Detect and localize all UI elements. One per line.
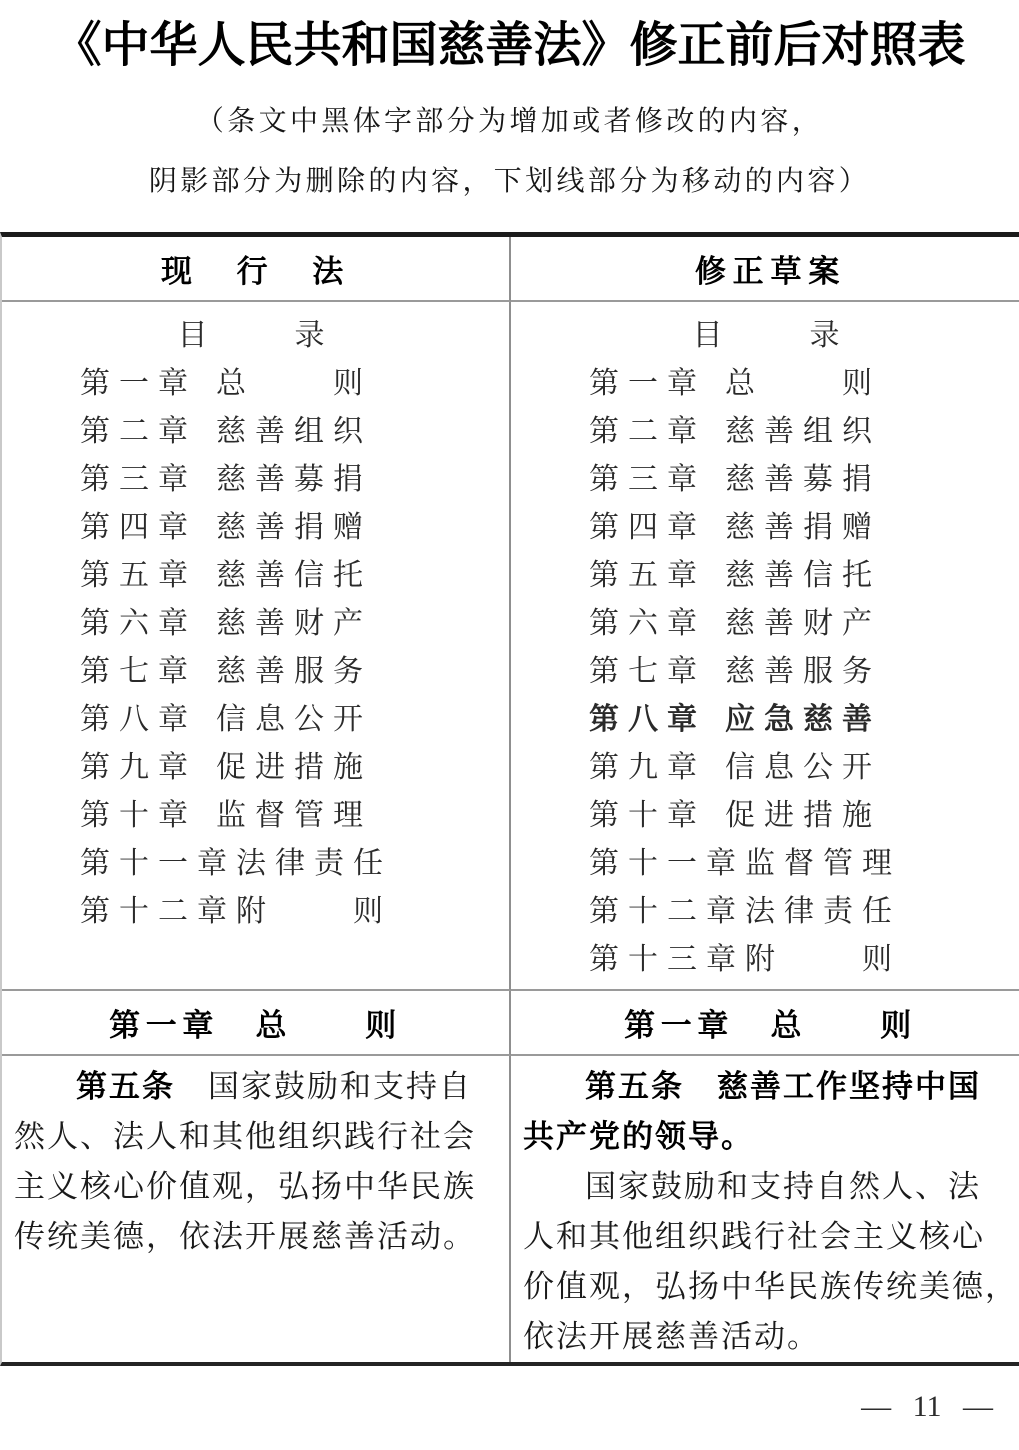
page-title: 《中华人民共和国慈善法》修正前后对照表 — [53, 19, 966, 72]
toc-row — [511, 408, 1019, 456]
toc-chapter: 第二章 — [80, 415, 197, 448]
toc-chapter-title: 法律责任 — [745, 895, 901, 928]
toc-chapter-title: 慈善捐赠 — [216, 511, 372, 544]
toc-row — [2, 408, 509, 456]
article-line: 然人、法人和其他组织践行社会 — [14, 1119, 476, 1154]
article-line: 传统美德，依法开展慈善活动。 — [14, 1219, 476, 1254]
toc-row-new-chapter — [511, 696, 1019, 744]
toc-row — [511, 888, 1019, 936]
toc-chapter: 第五章 — [589, 559, 706, 592]
toc-row — [2, 552, 509, 600]
toc-row — [511, 360, 1019, 408]
toc-chapter: 第二章 — [589, 415, 706, 448]
toc-row — [2, 792, 509, 840]
toc-chapter: 第八章 — [80, 703, 197, 736]
article-current-law — [2, 1056, 511, 1362]
toc-chapter: 第八章 — [589, 703, 706, 736]
article-line: 国家鼓励和支持自然人、法 — [585, 1169, 981, 1204]
toc-chapter: 第十一章 — [80, 847, 236, 880]
toc-row — [511, 504, 1019, 552]
toc-chapter-title: 应急慈善 — [725, 703, 881, 736]
toc-row — [2, 696, 509, 744]
toc-amendment-draft — [511, 302, 1019, 991]
toc-row — [2, 888, 509, 936]
toc-chapter-title: 慈善信托 — [725, 559, 881, 592]
toc-chapter-title: 慈善组织 — [216, 415, 372, 448]
toc-row — [511, 600, 1019, 648]
toc-row — [2, 648, 509, 696]
toc-chapter-title: 附 则 — [745, 943, 901, 976]
article-line: 价值观，弘扬中华民族传统美德， — [523, 1269, 1018, 1304]
toc-chapter: 第十章 — [80, 799, 197, 832]
toc-chapter: 第五章 — [80, 559, 197, 592]
toc-heading: 目 录 — [692, 319, 849, 352]
toc-chapter: 第六章 — [80, 607, 197, 640]
article-amendment-draft — [511, 1056, 1019, 1362]
toc-row — [2, 456, 509, 504]
subtitle-line-2: 阴影部分为删除的内容，下划线部分为移动的内容） — [148, 166, 871, 197]
toc-row — [511, 744, 1019, 792]
comparison-table — [0, 232, 1019, 1366]
toc-row — [2, 840, 509, 888]
article-line-bold: 共产党的领导。 — [523, 1119, 754, 1154]
toc-chapter-title: 信息公开 — [216, 703, 372, 736]
toc-chapter: 第一章 — [589, 367, 706, 400]
toc-chapter: 第四章 — [80, 511, 197, 544]
section-heading-amendment-draft: 第一章 总 则 — [511, 991, 1019, 1056]
toc-row — [511, 552, 1019, 600]
toc-chapter: 第九章 — [80, 751, 197, 784]
toc-chapter: 第十章 — [589, 799, 706, 832]
toc-chapter: 第十二章 — [589, 895, 745, 928]
toc-row — [511, 840, 1019, 888]
toc-chapter-title: 慈善募捐 — [216, 463, 372, 496]
toc-chapter: 第七章 — [80, 655, 197, 688]
toc-chapter: 第十一章 — [589, 847, 745, 880]
table-header-amendment-draft: 修正草案 — [511, 237, 1019, 302]
toc-chapter: 第七章 — [589, 655, 706, 688]
toc-chapter: 第十二章 — [80, 895, 236, 928]
toc-chapter-title: 慈善组织 — [725, 415, 881, 448]
toc-chapter: 第三章 — [589, 463, 706, 496]
toc-chapter-title: 总 则 — [216, 367, 372, 400]
article-line: 主义核心价值观，弘扬中华民族 — [14, 1169, 476, 1204]
toc-chapter-title: 慈善捐赠 — [725, 511, 881, 544]
article-term: 第五条 — [76, 1069, 175, 1104]
toc-row — [2, 504, 509, 552]
toc-chapter-title: 慈善财产 — [725, 607, 881, 640]
toc-chapter-title: 慈善募捐 — [725, 463, 881, 496]
page-number: — 11 — — [861, 1390, 993, 1423]
toc-row — [2, 744, 509, 792]
toc-chapter-title: 慈善服务 — [725, 655, 881, 688]
toc-chapter: 第四章 — [589, 511, 706, 544]
toc-chapter-title: 慈善服务 — [216, 655, 372, 688]
article-text: 国家鼓励和支持自 — [175, 1069, 472, 1104]
toc-current-law — [2, 302, 511, 991]
toc-chapter: 第六章 — [589, 607, 706, 640]
article-line: 人和其他组织践行社会主义核心 — [523, 1219, 985, 1254]
toc-chapter-title: 慈善信托 — [216, 559, 372, 592]
toc-chapter-title: 促进措施 — [216, 751, 372, 784]
toc-chapter: 第一章 — [80, 367, 197, 400]
toc-row — [511, 792, 1019, 840]
toc-chapter-title: 促进措施 — [725, 799, 881, 832]
article-line — [14, 1062, 497, 1112]
article-line: 依法开展慈善活动。 — [523, 1319, 820, 1354]
toc-chapter: 第九章 — [589, 751, 706, 784]
toc-chapter: 第十三章 — [589, 943, 745, 976]
toc-row — [2, 360, 509, 408]
toc-chapter-title: 信息公开 — [725, 751, 881, 784]
toc-chapter-title: 总 则 — [725, 367, 881, 400]
toc-chapter-title: 监督管理 — [216, 799, 372, 832]
toc-chapter-title: 慈善财产 — [216, 607, 372, 640]
toc-chapter-title: 法律责任 — [236, 847, 392, 880]
toc-chapter: 第三章 — [80, 463, 197, 496]
toc-row — [511, 936, 1019, 984]
toc-row — [511, 456, 1019, 504]
toc-row — [2, 600, 509, 648]
article-line-bold: 第五条 慈善工作坚持中国 — [585, 1069, 981, 1104]
subtitle-line-1: （条文中黑体字部分为增加或者修改的内容， — [195, 106, 824, 137]
toc-chapter-title: 监督管理 — [745, 847, 901, 880]
toc-chapter-title: 附 则 — [236, 895, 392, 928]
toc-row — [511, 648, 1019, 696]
toc-heading: 目 录 — [177, 319, 334, 352]
table-header-current-law: 现 行 法 — [2, 237, 511, 302]
section-heading-current-law: 第一章 总 则 — [2, 991, 511, 1056]
